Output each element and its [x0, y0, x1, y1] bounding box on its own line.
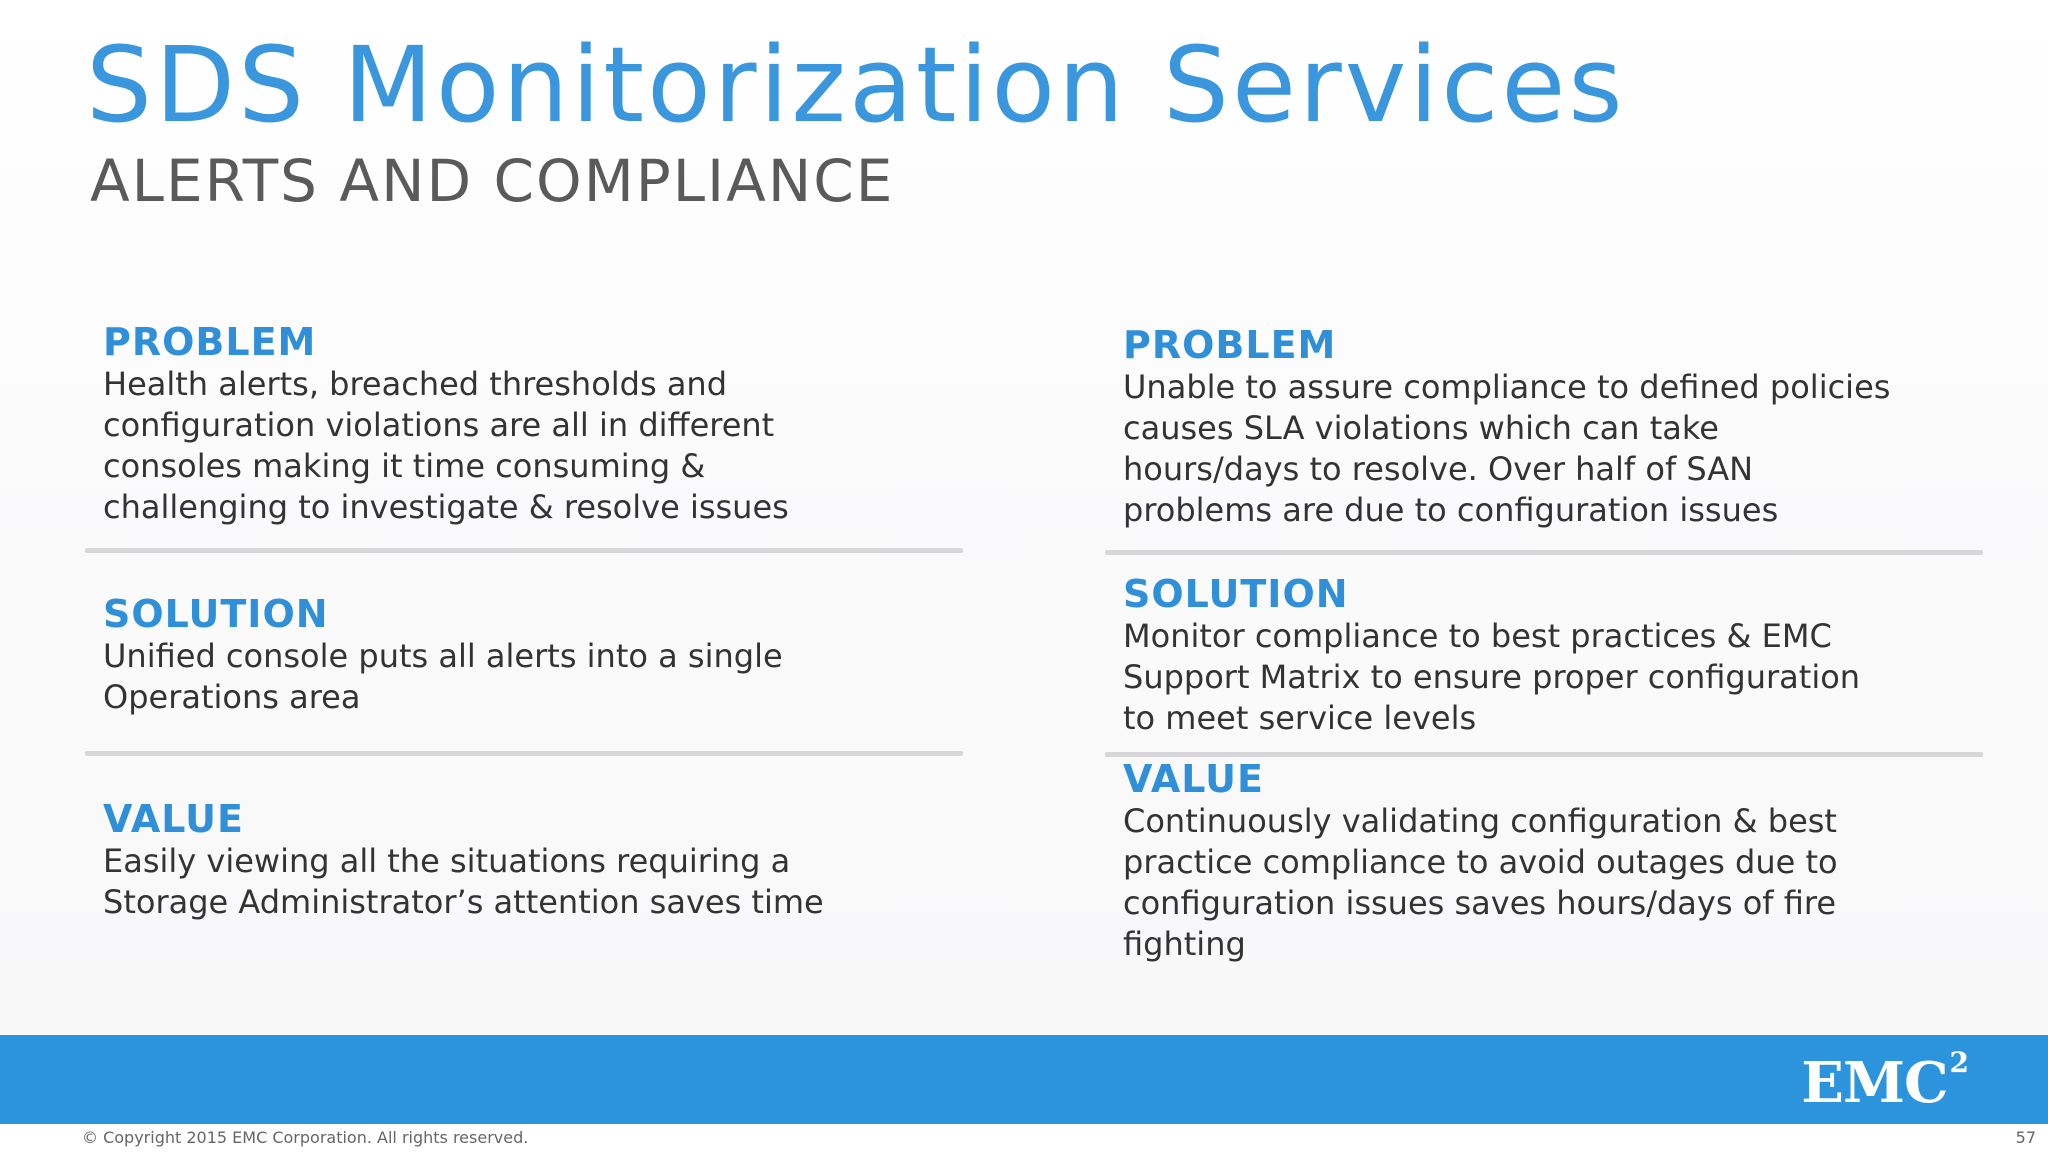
right-value-section — [1123, 757, 2048, 965]
right-divider-1 — [1105, 550, 1983, 555]
right-solution-section — [1123, 572, 2048, 739]
copyright-notice: © Copyright 2015 EMC Corporation. All rights reserved. — [82, 1128, 529, 1147]
page-number: 57 — [2015, 1128, 2036, 1147]
logo-superscript: 2 — [1949, 1046, 1968, 1079]
right-problem-section — [1123, 323, 2048, 531]
left-solution-section — [103, 592, 1033, 718]
left-value-heading: VALUE — [103, 797, 244, 841]
left-divider-2 — [85, 751, 963, 756]
slide-title: SDS Monitorization Services — [86, 24, 1626, 146]
left-solution-heading: SOLUTION — [103, 592, 329, 636]
left-value-section — [103, 797, 1033, 923]
right-problem-body: Unable to assure compliance to defined policies causes SLA violations which can take hours/days to resolve. Over half of SAN problems are due to configuration issues — [1123, 368, 1891, 529]
emc-logo — [1801, 1046, 1968, 1116]
left-problem-section — [103, 320, 1033, 528]
left-problem-heading: PROBLEM — [103, 320, 317, 364]
right-solution-body: Monitor compliance to best practices & EMC Support Matrix to ensure proper configuration to meet service levels — [1123, 617, 1861, 737]
left-divider-1 — [85, 548, 963, 553]
left-problem-body: Health alerts, breached thresholds and configuration violations are all in different consoles making it time consuming & challenging to investigate & resolve issues — [103, 365, 789, 526]
left-value-body: Easily viewing all the situations requiring a Storage Administrator’s attention saves time — [103, 842, 824, 921]
right-solution-heading: SOLUTION — [1123, 572, 1349, 616]
footer-band — [0, 1035, 2048, 1124]
right-problem-heading: PROBLEM — [1123, 323, 1337, 367]
logo-text: EMC — [1801, 1050, 1948, 1116]
right-value-body: Continuously validating configuration & best practice compliance to avoid outages due to configuration issues saves hours/days of fire fighting — [1123, 802, 1838, 963]
right-value-heading: VALUE — [1123, 757, 1264, 801]
slide-subtitle: ALERTS AND COMPLIANCE — [90, 147, 895, 215]
left-solution-body: Unified console puts all alerts into a single Operations area — [103, 637, 783, 716]
